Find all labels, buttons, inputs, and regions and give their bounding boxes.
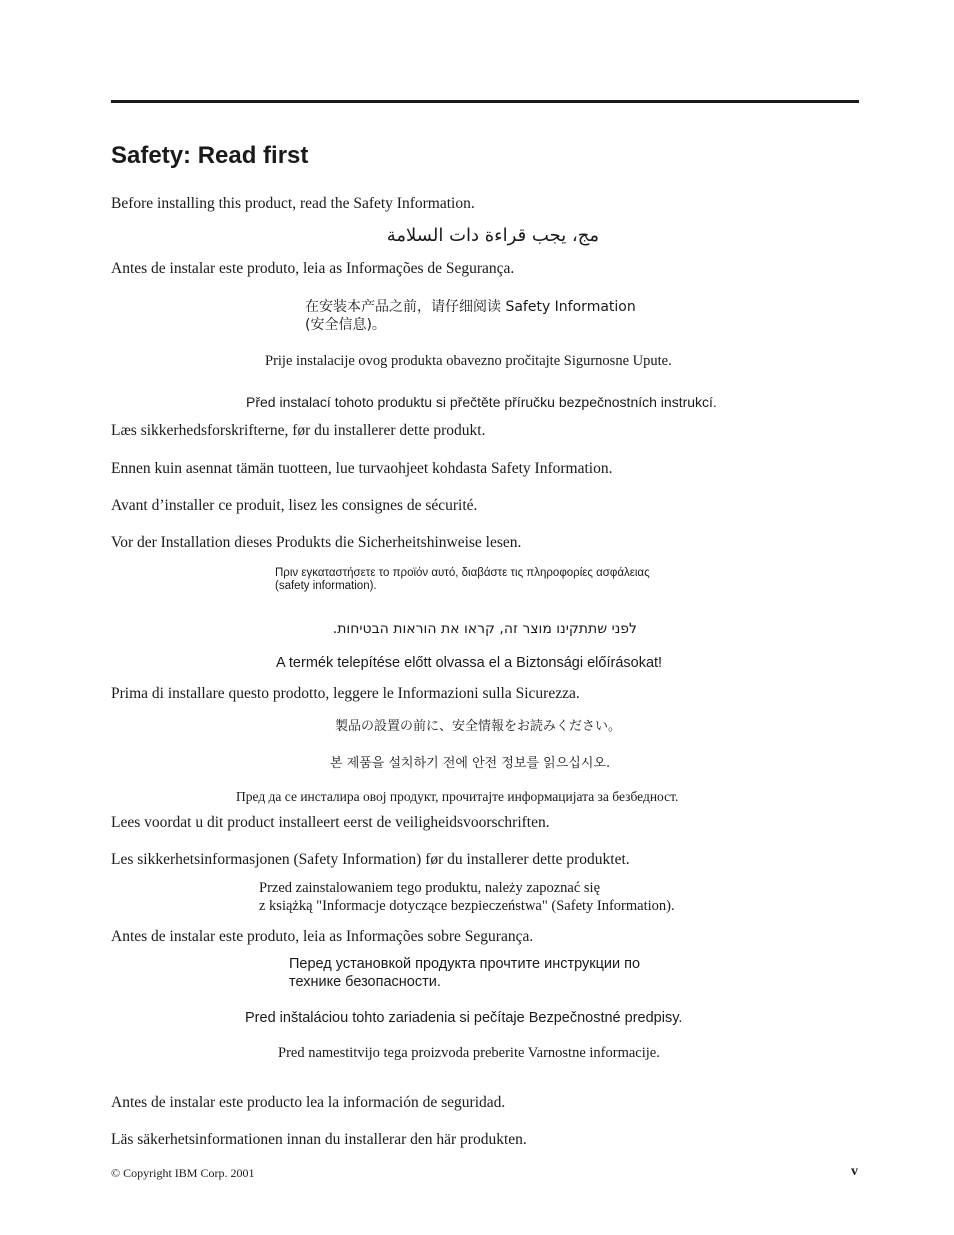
line-korean: 본 제품을 설치하기 전에 안전 정보를 읽으십시오. bbox=[330, 756, 611, 771]
line-finnish: Ennen kuin asennat tämän tuotteen, lue turvaohjeet kohdasta Safety Information. bbox=[111, 460, 613, 477]
line-polish-1: Przed zainstalowaniem tego produktu, należy zapoznać się bbox=[259, 880, 601, 896]
line-slovenian: Pred namestitvijo tega proizvoda preberite Varnostne informacije. bbox=[278, 1045, 660, 1061]
line-croatian: Prije instalacije ovog produkta obavezno pročitajte Sigurnosne Upute. bbox=[265, 353, 672, 369]
line-hebrew: לפני שתתקינו מוצר זה, קראו את הוראות הבטיחות. bbox=[332, 621, 637, 637]
line-spanish: Antes de instalar este producto lea la información de seguridad. bbox=[111, 1094, 506, 1111]
line-russian-2: технике безопасности. bbox=[289, 974, 441, 990]
line-chinese-2: (安全信息)。 bbox=[305, 317, 386, 333]
line-russian-1: Перед установкой продукта прочтите инструкции по bbox=[289, 956, 641, 972]
line-greek-1: Πριν εγκαταστήσετε το προϊόν αυτό, διαβάστε τις πληροφορίες ασφάλειας bbox=[275, 567, 650, 579]
line-german: Vor der Installation dieses Produkts die Sicherheitshinweise lesen. bbox=[111, 534, 522, 551]
page-title: Safety: Read first bbox=[111, 142, 309, 169]
line-portuguese: Antes de instalar este produto, leia as Informações sobre Segurança. bbox=[111, 928, 534, 945]
line-greek-2: (safety information). bbox=[275, 580, 377, 592]
line-french: Avant d’installer ce produit, lisez les consignes de sécurité. bbox=[111, 497, 478, 514]
line-macedonian: Пред да се инсталира овој продукт, прочитајте информацијата за безбедност. bbox=[236, 789, 679, 804]
line-norwegian: Les sikkerhetsinformasjonen (Safety Information) før du installerer dette produktet. bbox=[111, 851, 630, 868]
line-dutch: Lees voordat u dit product installeert eerst de veiligheidsvoorschriften. bbox=[111, 814, 550, 831]
footer-page-number: v bbox=[851, 1164, 858, 1179]
line-danish: Læs sikkerhedsforskrifterne, før du installerer dette produkt. bbox=[111, 422, 486, 439]
line-slovak: Pred inštaláciou tohto zariadenia si pečítaje Bezpečnostné predpisy. bbox=[245, 1010, 683, 1026]
line-polish-2: z książką "Informacje dotyczące bezpieczeństwa" (Safety Information). bbox=[259, 898, 675, 914]
line-chinese-1: 在安装本产品之前，请仔细阅读 Safety Information bbox=[305, 299, 636, 315]
line-japanese: 製品の設置の前に、安全情報をお読みください。 bbox=[335, 719, 622, 734]
top-rule bbox=[111, 100, 859, 103]
line-arabic: مج، يجب قراءة دات السلامة bbox=[386, 225, 599, 246]
footer-copyright: © Copyright IBM Corp. 2001 bbox=[111, 1166, 255, 1180]
line-hungarian: A termék telepítése előtt olvassa el a Biztonsági előírásokat! bbox=[276, 655, 663, 671]
line-czech: Před instalací tohoto produktu si přečtěte příručku bezpečnostních instrukcí. bbox=[246, 394, 717, 410]
line-swedish: Läs säkerhetsinformationen innan du installerar den här produkten. bbox=[111, 1131, 527, 1148]
line-portuguese-br: Antes de instalar este produto, leia as Informações de Segurança. bbox=[111, 260, 515, 277]
line-english: Before installing this product, read the Safety Information. bbox=[111, 195, 475, 212]
line-italian: Prima di installare questo prodotto, leggere le Informazioni sulla Sicurezza. bbox=[111, 685, 580, 702]
